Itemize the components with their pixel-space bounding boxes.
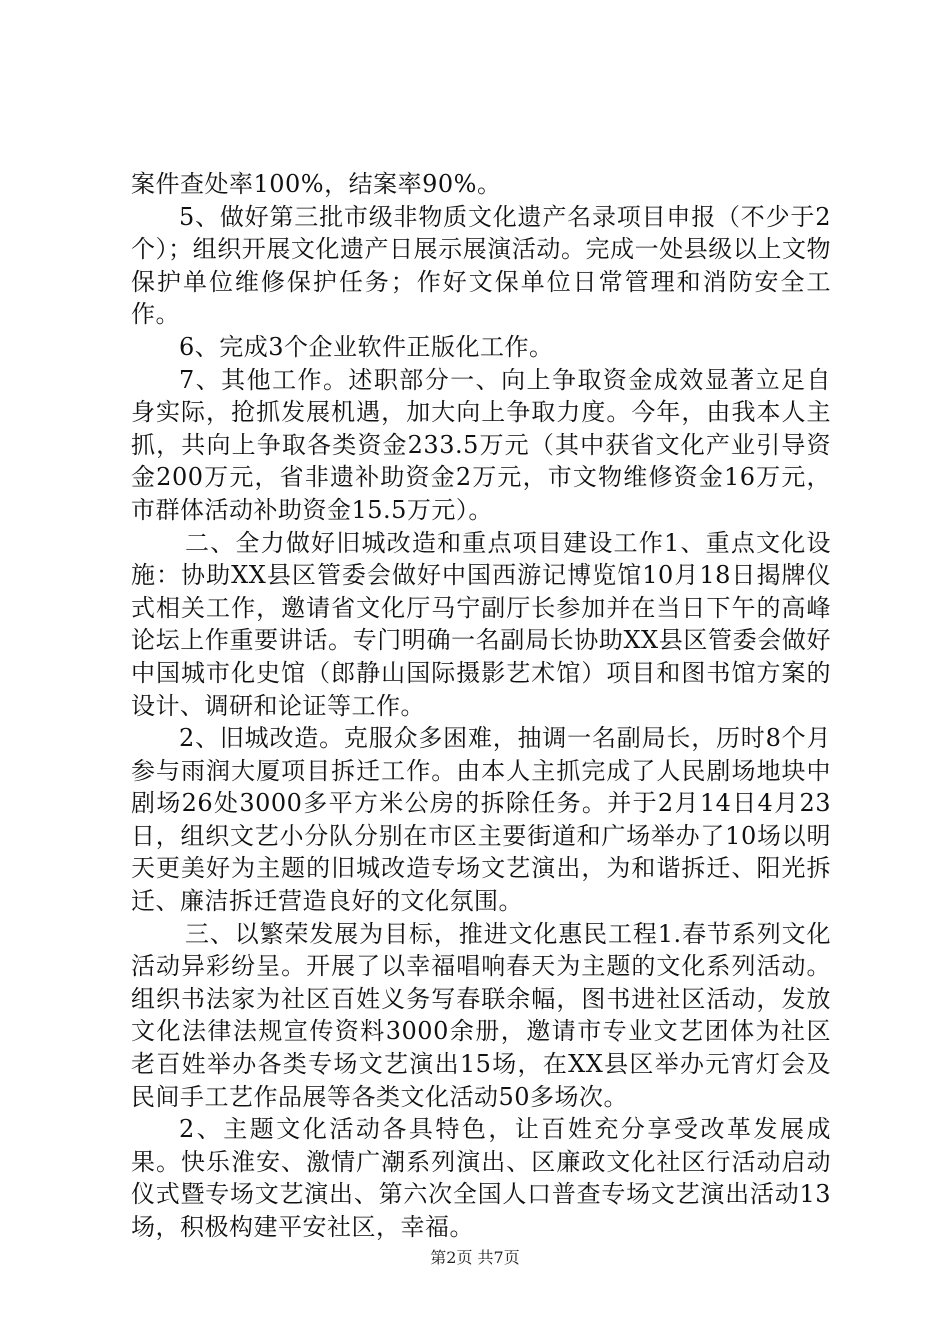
page-footer: 第2页 共7页 — [430, 1248, 520, 1267]
paragraph-theme-activities: 2、主题文化活动各具特色，让百姓充分享受改革发展成果。快乐淮安、激情广潮系列演出、区廉政文化社区行活动启动仪式暨专场文艺演出、第六次全国人口普查专场文艺演出活动13场，积极构建平安社区，幸福。 — [131, 1115, 831, 1241]
paragraph-section-3: 三、以繁荣发展为目标，推进文化惠民工程1.春节系列文化活动异彩纷呈。开展了以幸福唱响春天为主题的文化系列活动。组织书法家为社区百姓义务写春联余幅，图书进社区活动，发放文化法律法规宣传资料3000余册，邀请市专业文艺团体为社区老百姓举办各类专场文艺演出15场，在XX县区举办元宵灯会及民间手工艺作品展等各类文化活动50多场次。 — [131, 919, 831, 1111]
paragraph-item-5: 5、做好第三批市级非物质文化遗产名录项目申报（不少于2个）；组织开展文化遗产日展示展演活动。完成一处县级以上文物保护单位维修保护任务；作好文保单位日常管理和消防安全工作。 — [131, 202, 831, 329]
paragraph-case-rates: 案件查处率100%，结案率90%。 — [131, 170, 502, 198]
paragraph-old-city: 2、旧城改造。克服众多困难，抽调一名副局长，历时8个月参与雨润大厦项目拆迁工作。由本人主抓完成了人民剧场地块中剧场26处3000多平方米公房的拆除任务。并于2月14日4月23日，组织文艺小分队分别在市区主要街道和广场举办了10场以明天更美好为主题的旧城改造专场文艺演出，为和谐拆迁、阳光拆迁、廉洁拆迁营造良好的文化氛围。 — [131, 724, 831, 916]
paragraph-item-7: 7、其他工作。述职部分一、向上争取资金成效显著立足自身实际，抢抓发展机遇，加大向上争取力度。今年，由我本人主抓，共向上争取各类资金233.5万元（其中获省文化产业引导资金200万元，省非遗补助资金2万元，市文物维修资金16万元，市群体活动补助资金15.5万元）。 — [131, 365, 831, 524]
paragraph-item-6: 6、完成3个企业软件正版化工作。 — [179, 332, 554, 361]
paragraph-section-2: 二、全力做好旧城改造和重点项目建设工作1、重点文化设施：协助XX县区管委会做好中国西游记博览馆10月18日揭牌仪式相关工作，邀请省文化厅马宁副厅长参加并在当日下午的高峰论坛上作重要讲话。专门明确一名副局长协助XX县区管委会做好中国城市化史馆（郎静山国际摄影艺术馆）项目和图书馆方案的设计、调研和论证等工作。 — [131, 528, 831, 720]
document-body — [131, 168, 831, 1244]
